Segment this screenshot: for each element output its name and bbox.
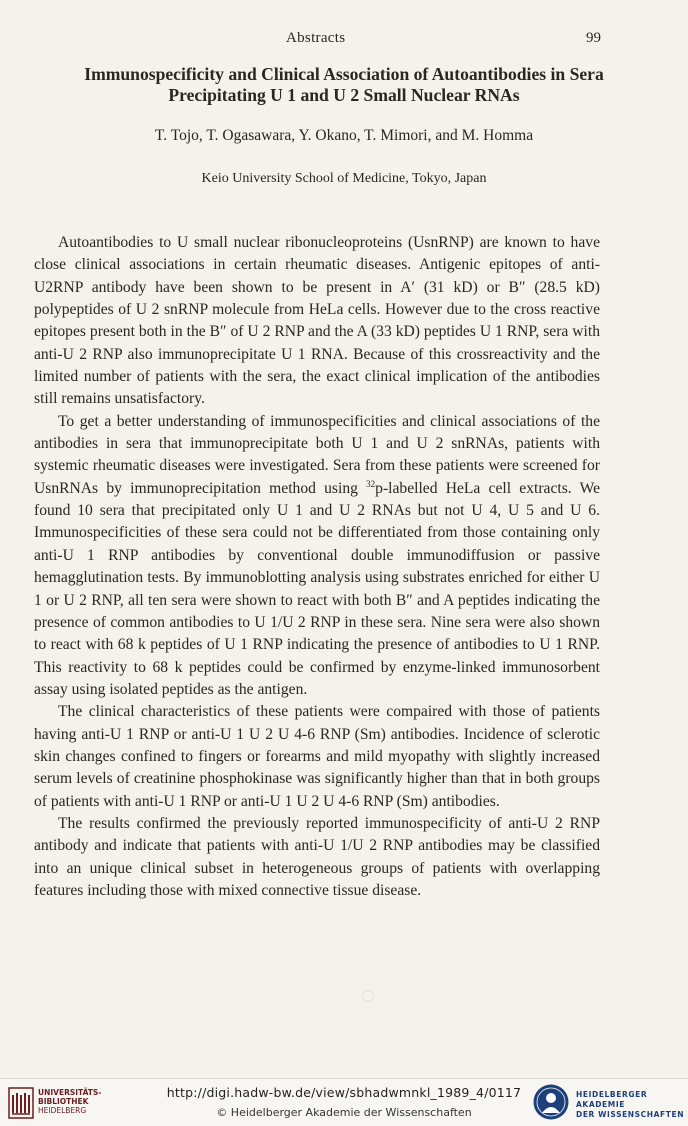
- permalink-url[interactable]: http://digi.hadw-bw.de/view/sbhadwmnkl_1989_4/0117: [166, 1085, 522, 1100]
- library-line-1: UNIVERSITÄTS-: [38, 1088, 102, 1097]
- article-title: [30, 64, 658, 106]
- isotope-superscript: 32: [366, 478, 376, 489]
- bleed-through-mark: [362, 990, 374, 1002]
- academy-seal-icon[interactable]: [532, 1083, 570, 1121]
- title-line-1: Immunospecificity and Clinical Association of Autoantibodies in Sera: [84, 64, 604, 84]
- library-line-2: BIBLIOTHEK: [38, 1097, 89, 1106]
- academy-line-1: HEIDELBERGER AKADEMIE: [576, 1090, 648, 1109]
- running-head-title: Abstracts: [286, 30, 346, 46]
- paragraph-2-part-2: p-labelled HeLa cell extracts. We found 10 sera that precipitated only U 1 and U 2 RNAs but not U 4, U 5 and U 6. Immunospecificities of these sera could not be differentiated from those containing only anti-U 1 RNP antibodies by conventional double immunodiffusion or passive hemagglutination tests. By immunoblotting analysis using substrates enriched for either U 1 or U 2 RNP, all ten sera were shown to react with both B″ and A peptides indicating the presence of common antibodies to U 1/U 2 RNP in these sera. Nine sera were also shown to react with 68 k peptides of U 1 RNP indicating the presence of antibodies to U 1 RNP. This reactivity to 68 k peptides could be confirmed by enzyme-linked immunosorbent assay using isolated peptides as the antigen.: [34, 479, 600, 698]
- title-line-2: Precipitating U 1 and U 2 Small Nuclear RNAs: [168, 85, 520, 105]
- paragraph-4: The results confirmed the previously reported immunospecificity of anti-U 2 RNP antibody and indicate that patients with anti-U 1/U 2 RNP antibodies may be classified into an unique clinical subset in heterogeneous groups of patients with overlapping features including those with mixed connective tissue disease.: [34, 814, 600, 899]
- paragraph-2-part-1: To get a better understanding of immunospecificities and clinical associations of the antibodies in sera that immunoprecipitate both U 1 and U 2 snRNAs, patients with systemic rheumatic diseases were investigated. Sera from these patients were screened for UsnRNAs by immunoprecipitation method using: [34, 412, 600, 497]
- page-number: 99: [586, 30, 601, 46]
- academy-name[interactable]: [576, 1090, 688, 1120]
- affiliation: Keio University School of Medicine, Tokyo, Japan: [201, 171, 487, 186]
- paragraph-3: The clinical characteristics of these patients were compaired with those of patients having anti-U 1 RNP or anti-U 1 U 2 U 4-6 RNP (Sm) antibodies. Incidence of sclerotic skin changes confined to fingers or forearms and mild myopathy with slightly increased serum levels of creatinine phosphokinase was significantly higher than that in both groups of patients with anti-U 1 RNP or anti-U 1 U 2 U 4-6 RNP (Sm) antibodies.: [34, 703, 600, 810]
- paragraph-2: [34, 411, 600, 701]
- authors: T. Tojo, T. Ogasawara, Y. Okano, T. Mimori, and M. Homma: [154, 127, 534, 144]
- library-line-3: HEIDELBERG: [38, 1106, 87, 1115]
- academy-line-2: DER WISSENSCHAFTEN: [576, 1110, 685, 1119]
- running-head: [0, 30, 688, 50]
- paragraph-1: Autoantibodies to U small nuclear ribonucleoproteins (UsnRNP) are known to have close clinical associations in certain rheumatic diseases. Antigenic epitopes of anti-U2RNP antibody have been shown to be present in A′ (31 kD) or B″ (28.5 kD) polypeptides of U 2 snRNP molecule from HeLa cells. However due to the cross reactive epitopes present both in the B″ of U 2 RNP and the A (33 kD) peptides U 1 RNP, sera with anti-U 2 RNP also immunoprecipitate U 1 RNA. Because of this crossreactivity and the limited number of patients with the sera, the exact clinical implication of the antibodies still remains unsatisfactory.: [34, 234, 600, 408]
- digitization-footer: [0, 1078, 688, 1126]
- abstract-body: [34, 232, 600, 902]
- copyright-notice: © Heidelberger Akademie der Wissenschaften: [216, 1106, 472, 1119]
